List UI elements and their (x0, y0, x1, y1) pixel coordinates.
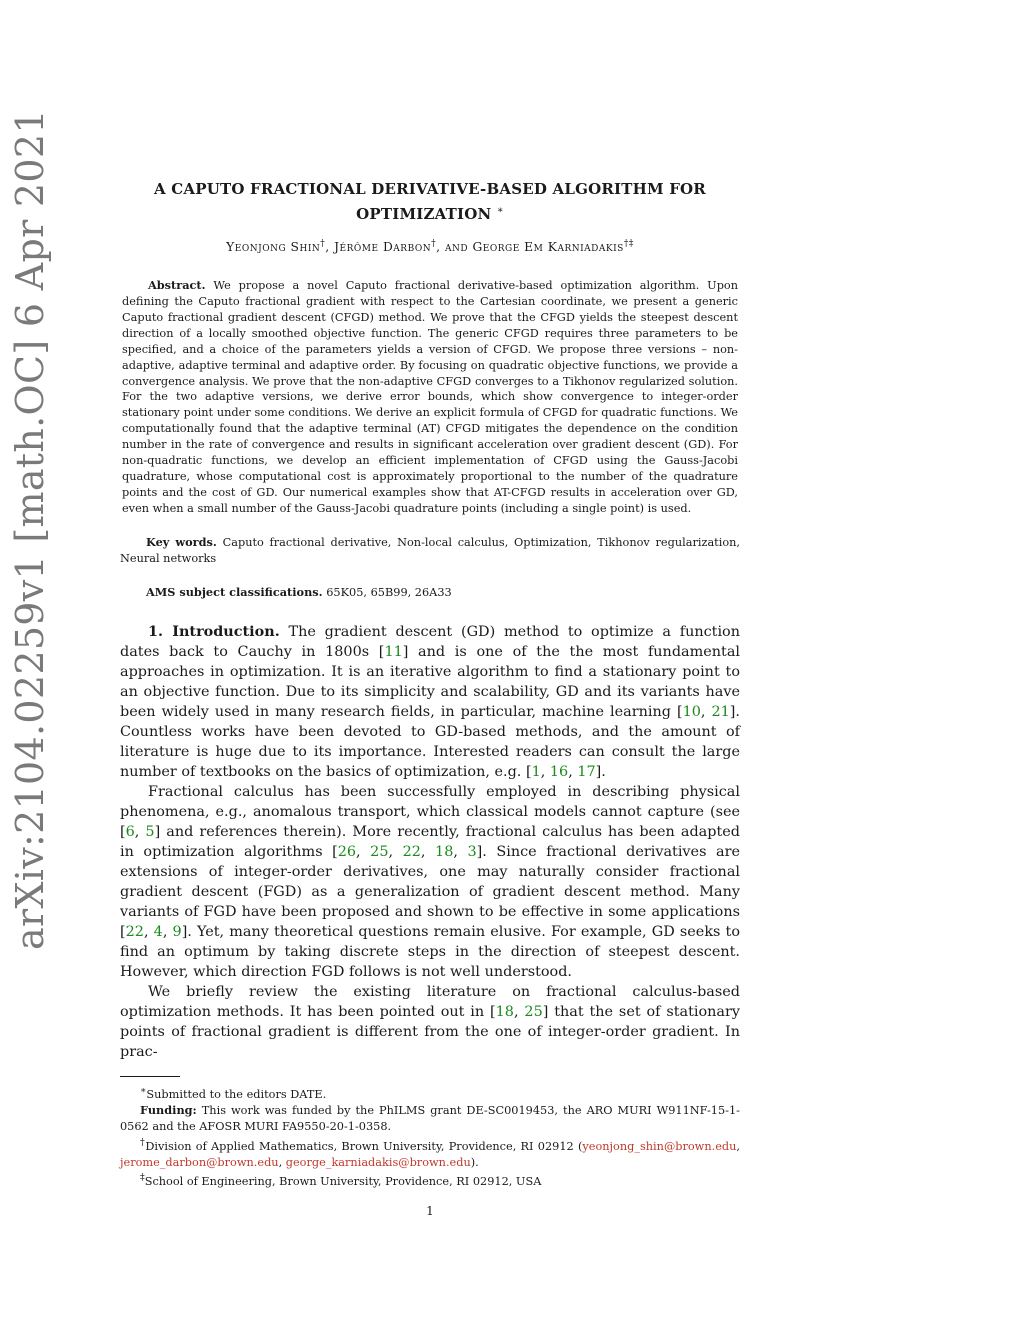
footnote-funding: Funding: This work was funded by the PhILMS grant DE-SC0019453, the ARO MURI W911NF-15-1-0562 and the AFOSR MURI FA9550-20-1-0358. (120, 1103, 741, 1133)
author-karniadakis: George Em Karniadakis (472, 240, 624, 255)
footnotes (120, 1083, 740, 1190)
citation-link[interactable]: 18 (495, 1004, 514, 1021)
citation-link[interactable]: 5 (145, 824, 155, 841)
citation-link[interactable]: 9 (172, 924, 182, 941)
title-footnote-mark: ∗ (496, 205, 504, 216)
abstract-text: We propose a novel Caputo fractional derivative-based optimization algorithm. Upon defining the Caputo fractional gradient with respect to the Cartesian coordinate, we present a generic Caputo fractional gradient descent (CFGD) method. We prove that the CFGD yields the steepest descent direction of a locally smoothed objective function. The generic CFGD requires three parameters to be specified, and a choice of the parameters yields a version of CFGD. We propose three versions – non-adaptive, adaptive terminal and adaptive order. By focusing on quadratic objective functions, we provide a convergence analysis. We prove that the non-adaptive CFGD converges to a Tikhonov regularized solution. For the two adaptive versions, we derive error bounds, which show convergence to integer-order stationary point under some conditions. We derive an explicit formula of CFGD for quadratic functions. We computationally found that the adaptive terminal (AT) CFGD mitigates the dependence on the condition number in the rate of convergence and results in significant acceleration over gradient descent (GD). For non-quadratic functions, we develop an efficient implementation of CFGD using the Gauss-Jacobi quadrature, whose computational cost is approximately proportional to the number of the quadrature points and the cost of GD. Our numerical examples show that AT-CFGD results in acceleration over GD, even when a small number of the Gauss-Jacobi quadrature points (including a single point) is used. (122, 279, 739, 515)
email-link-darbon[interactable]: jerome_darbon@brown.edu (120, 1155, 279, 1169)
footnote-rule (120, 1076, 180, 1077)
citation-link[interactable]: 6 (125, 824, 135, 841)
citation-link[interactable]: 21 (711, 704, 730, 721)
page-number: 1 (426, 1204, 434, 1219)
keywords-text: Caputo fractional derivative, Non-local calculus, Optimization, Tikhonov regularization, Neural networks (120, 535, 740, 565)
keywords (120, 535, 740, 567)
citation-link[interactable]: 4 (153, 924, 163, 941)
citation-link[interactable]: 3 (467, 844, 477, 861)
title-line-1: A CAPUTO FRACTIONAL DERIVATIVE-BASED ALGORITHM FOR (154, 180, 706, 198)
abstract-label: Abstract. (148, 278, 206, 293)
ams-text: 65K05, 65B99, 26A33 (326, 585, 452, 599)
abstract (120, 278, 740, 517)
author-list: Yeonjong Shin†, Jérôme Darbon†, and George Em Karniadakis†‡ (226, 239, 634, 255)
author-shin: Yeonjong Shin (226, 240, 321, 255)
citation-link[interactable]: 10 (682, 704, 701, 721)
keywords-label: Key words. (146, 534, 217, 549)
intro-paragraph-2: Fractional calculus has been successfully employed in describing physical phenomena, e.g., anomalous transport, which classical models cannot capture (see [6, 5] and references therein). More recently, fractional calculus has been adapted in optimization algorithms [26, 25, 22, 18, 3]. Since fractional derivatives are extensions of integer-order derivatives, one may naturally consider fractional gradient descent (FGD) as a generalization of gradient descent method. Many variants of FGD have been proposed and shown to be effective in some applications [22, 4, 9]. Yet, many theoretical questions remain elusive. For example, GD seeks to find an optimum by taking discrete steps in the direction of steepest descent. However, which direction FGD follows is not well understood. (120, 784, 741, 981)
citation-link[interactable]: 25 (370, 844, 389, 861)
citation-link[interactable]: 11 (384, 644, 403, 661)
email-link-karniadakis[interactable]: george_karniadakis@brown.edu (285, 1155, 471, 1169)
ams-classifications (120, 585, 740, 601)
section-heading: 1. Introduction. (148, 623, 280, 641)
citation-link[interactable]: 18 (435, 844, 454, 861)
paper-page (120, 178, 740, 1218)
footnote-affiliation-1: †Division of Applied Mathematics, Brown University, Providence, RI 02912 (yeonjong_shin@brown.edu, jerome_darbon@brown.edu, george_karniadakis@brown.edu). (120, 1136, 740, 1169)
citation-link[interactable]: 26 (337, 844, 357, 861)
introduction-section (120, 622, 740, 1062)
ams-label: AMS subject classifications. (146, 584, 323, 599)
arxiv-identifier: arXiv:2104.02259v1 [math.OC] 6 Apr 2021 (8, 109, 52, 950)
citation-link[interactable]: 17 (577, 764, 596, 781)
citation-link[interactable]: 1 (531, 764, 541, 781)
citation-link[interactable]: 16 (549, 764, 569, 781)
intro-paragraph-1: 1. Introduction. The gradient descent (GD) method to optimize a function dates back to Cauchy in 1800s [11] and is one of the the most fundamental approaches in optimization. It is an iterative algorithm to find a stationary point to an objective function. Due to its simplicity and scalability, GD and its variants have been widely used in many research fields, in particular, machine learning [10, 21]. Countless works have been devoted to GD-based methods, and the amount of literature is huge due to its importance. Interested readers can consult the large number of textbooks on the basics of optimization, e.g. [1, 16, 17]. (120, 623, 741, 781)
footnote-affiliation-2: ‡School of Engineering, Brown University, Providence, RI 02912, USA (140, 1172, 542, 1189)
title-line-2: OPTIMIZATION ∗ (356, 205, 504, 223)
email-link-shin[interactable]: yeonjong_shin@brown.edu (582, 1139, 737, 1153)
footnote-submitted: ∗Submitted to the editors DATE. (140, 1085, 327, 1102)
citation-link[interactable]: 25 (524, 1004, 543, 1021)
paper-title (120, 178, 740, 225)
author-darbon: Jérôme Darbon (334, 240, 432, 255)
citation-link[interactable]: 22 (402, 844, 421, 861)
intro-paragraph-3: We briefly review the existing literature on fractional calculus-based optimization methods. It has been pointed out in [18, 25] that the set of stationary points of fractional gradient is different from the one of integer-order gradient. In prac- (120, 984, 740, 1061)
citation-link[interactable]: 22 (125, 924, 144, 941)
